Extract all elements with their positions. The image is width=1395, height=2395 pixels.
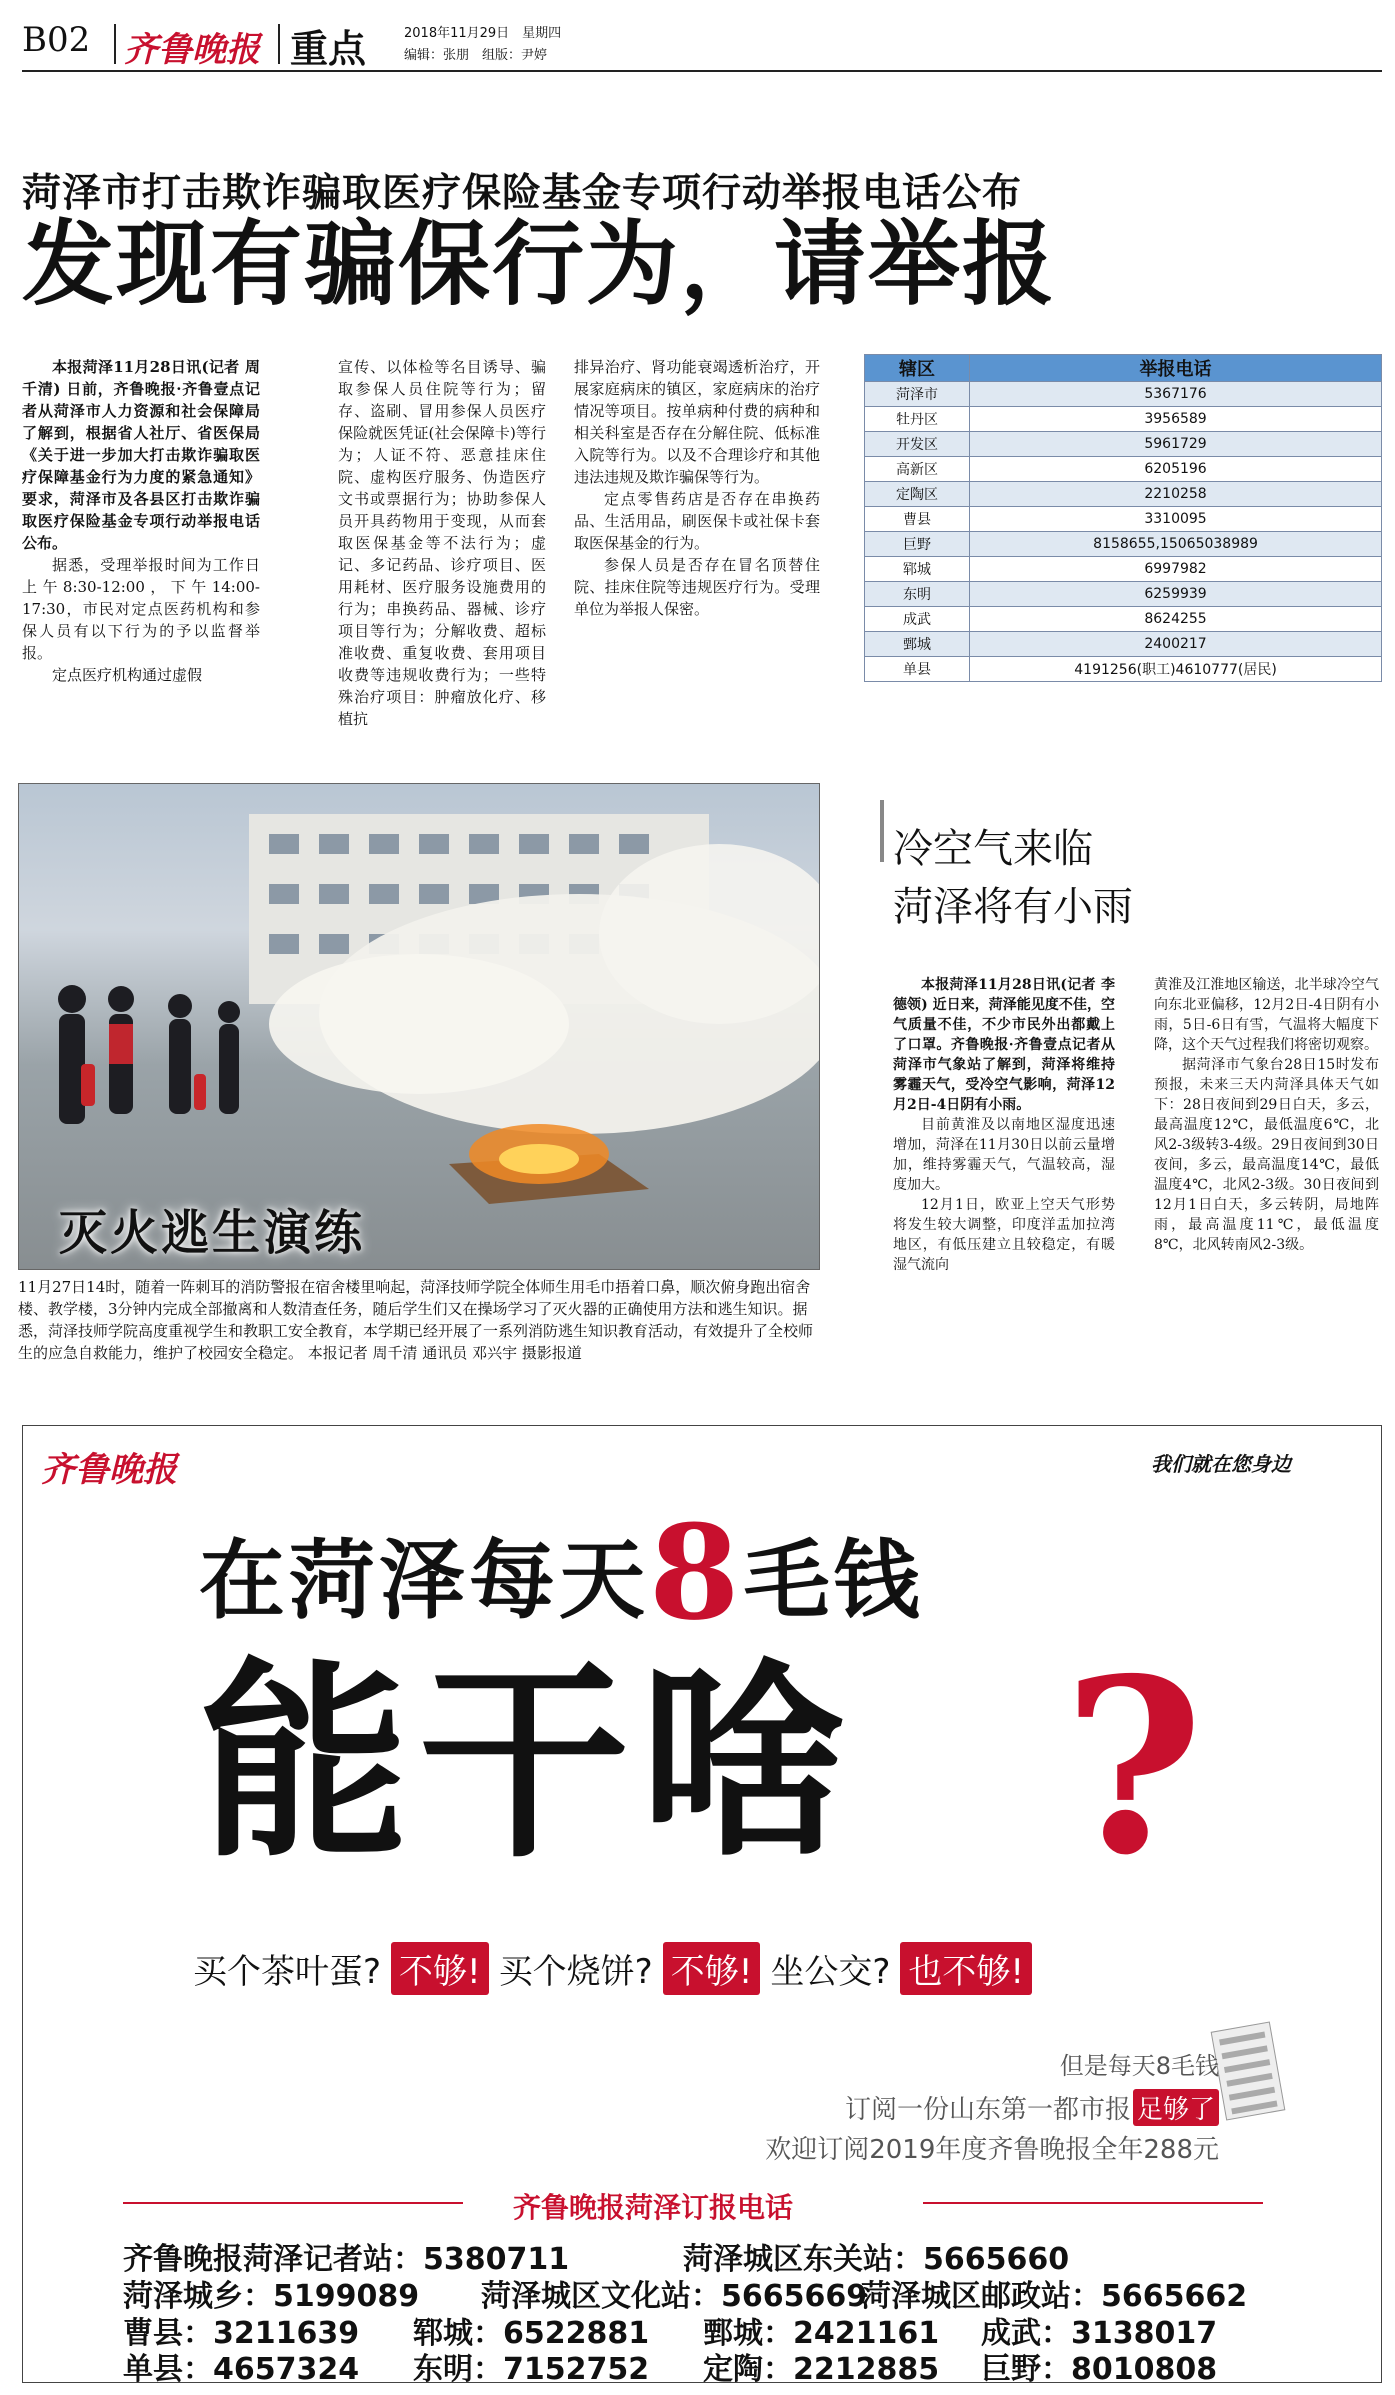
phone-cell: 8624255 bbox=[970, 607, 1382, 632]
photo-title: 灭火逃生演练 bbox=[59, 1205, 366, 1261]
article-column-3 bbox=[574, 356, 820, 620]
ad-slogan: 我们就在您身边 bbox=[1151, 1452, 1291, 1476]
ad-headline-line1 bbox=[199, 1496, 923, 1649]
weather-accent-bar bbox=[880, 800, 884, 862]
ad-item: 买个茶叶蛋? bbox=[193, 1952, 382, 1992]
ad-subscription-title bbox=[123, 2186, 1263, 2224]
brand-logo: 齐鲁晚报 bbox=[124, 30, 260, 70]
article-paragraph: 据悉，受理举报时间为工作日上午8:30-12:00，下午14:00-17:30，市民对定点医药机构和参保人员有以下行为的予以监督举报。 bbox=[22, 556, 260, 662]
article-kicker: 菏泽市打击欺诈骗取医疗保险基金专项行动举报电话公布 bbox=[22, 171, 1023, 216]
weather-title-line-1: 冷空气来临 bbox=[893, 826, 1093, 872]
weather-paragraph: 目前黄淮及以南地区湿度迅速增加，菏泽在11月30日以前云量增加，维持雾霾天气，气温较高，湿度加大。 bbox=[893, 1117, 1115, 1193]
phone-cell: 6997982 bbox=[970, 557, 1382, 582]
table-row bbox=[865, 507, 1382, 532]
table-row bbox=[865, 432, 1382, 457]
table-row bbox=[865, 632, 1382, 657]
table-row bbox=[865, 482, 1382, 507]
fire-drill-photo bbox=[18, 783, 820, 1270]
station-item: 菏泽城区邮政站：5665662 bbox=[861, 2279, 1248, 2314]
weather-column-2 bbox=[1154, 975, 1379, 1255]
phone-cell: 8158655,15065038989 bbox=[970, 532, 1382, 557]
district-cell: 定陶区 bbox=[865, 482, 970, 507]
ad-tagline bbox=[543, 2089, 1219, 2126]
station-item: 巨野：8010808 bbox=[981, 2352, 1218, 2387]
ad-tagline-text: 订阅一份山东第一都市报 bbox=[844, 2095, 1131, 2125]
weather-column-1 bbox=[893, 975, 1115, 1275]
station-item: 鄄城：2421161 bbox=[703, 2316, 940, 2351]
page-number: B02 bbox=[22, 20, 91, 60]
table-row bbox=[865, 657, 1382, 682]
article-column-2 bbox=[338, 356, 546, 730]
phone-cell: 2400217 bbox=[970, 632, 1382, 657]
table-row bbox=[865, 457, 1382, 482]
station-item: 定陶：2212885 bbox=[703, 2352, 940, 2387]
ad-tagline: 欢迎订阅2019年度齐鲁晚报全年288元 bbox=[765, 2135, 1219, 2165]
weather-paragraph: 据菏泽市气象台28日15时发布预报，未来三天内菏泽具体天气如下：28日夜间到29日白天，多云，最高温度12℃，最低温度6℃，北风2-3级转3-4级。29日夜间到30日夜间，多云，最高温度14℃，最低温度4℃，北风2-3级。30日夜间到12月1日白天，多云转阴，局地阵雨，最高温度11℃，最低温度8℃，北风转南风2-3级。 bbox=[1154, 1057, 1379, 1253]
district-cell: 曹县 bbox=[865, 507, 970, 532]
page-editors: 编辑：张朋 组版：尹婷 bbox=[404, 48, 548, 63]
column-header: 辖区 bbox=[865, 355, 970, 382]
divider bbox=[123, 2202, 463, 2204]
phone-cell: 5367176 bbox=[970, 382, 1382, 407]
column-header: 举报电话 bbox=[970, 355, 1382, 382]
district-cell: 东明 bbox=[865, 582, 970, 607]
table-row bbox=[865, 382, 1382, 407]
station-item: 菏泽城区文化站：5665669 bbox=[481, 2279, 868, 2314]
ad-comparison-row bbox=[193, 1942, 1042, 1995]
phone-cell: 3310095 bbox=[970, 507, 1382, 532]
district-cell: 牡丹区 bbox=[865, 407, 970, 432]
divider bbox=[278, 24, 280, 64]
weather-lead: 本报菏泽11月28日讯(记者 李德领) 近日来，菏泽能见度不佳，空气质量不佳，不少市民外出都戴上了口罩。齐鲁晚报·齐鲁壹点记者从菏泽市气象站了解到，菏泽将维持雾霾天气，受冷空气影响，菏泽12月2日-4日阴有小雨。 bbox=[893, 977, 1115, 1113]
district-cell: 鄄城 bbox=[865, 632, 970, 657]
district-cell: 单县 bbox=[865, 657, 970, 682]
subscription-advertisement bbox=[22, 1425, 1382, 2387]
report-phone-table bbox=[864, 354, 1382, 682]
divider bbox=[923, 2202, 1263, 2204]
ad-brand-logo: 齐鲁晚报 bbox=[41, 1450, 177, 1490]
ad-tagline: 但是每天8毛钱 bbox=[1059, 2052, 1219, 2080]
district-cell: 高新区 bbox=[865, 457, 970, 482]
photo-caption: 11月27日14时，随着一阵刺耳的消防警报在宿舍楼里响起，菏泽技师学院全体师生用毛巾捂着口鼻，顺次俯身跑出宿舍楼、教学楼，3分钟内完成全部撤离和人数清查任务，随后学生们又在操场学习了灭火器的正确使用方法和逃生知识。据悉，菏泽技师学院高度重视学生和教职工安全教育，本学期已经开展了一系列消防逃生知识教育活动，有效提升了全校师生的应急自救能力，维护了校园安全稳定。 本报记者 周千清 通讯员 邓兴宇 摄影报道 bbox=[18, 1278, 814, 1362]
article-paragraph: 定点零售药店是否存在串换药品、生活用品，刷医保卡或社保卡套取医保基金的行为。 bbox=[574, 490, 820, 552]
page-header bbox=[22, 14, 1382, 72]
page-date: 2018年11月29日 星期四 bbox=[404, 26, 562, 41]
district-cell: 郓城 bbox=[865, 557, 970, 582]
ad-headline-part: 在菏泽每天 bbox=[199, 1531, 649, 1631]
station-item: 菏泽城区东关站：5665660 bbox=[683, 2242, 1070, 2277]
ad-item: 坐公交? bbox=[770, 1952, 891, 1992]
article-headline: 发现有骗保行为，请举报 bbox=[22, 211, 1057, 318]
section-title: 重点 bbox=[290, 27, 367, 71]
phone-cell: 3956589 bbox=[970, 407, 1382, 432]
district-cell: 巨野 bbox=[865, 532, 970, 557]
table-row bbox=[865, 582, 1382, 607]
station-item: 东明：7152752 bbox=[413, 2352, 650, 2387]
phone-cell: 5961729 bbox=[970, 432, 1382, 457]
station-item: 齐鲁晚报菏泽记者站：5380711 bbox=[123, 2242, 570, 2277]
ad-big-question: 能干啥 bbox=[199, 1641, 860, 1886]
weather-headline bbox=[893, 820, 1133, 936]
weather-title-line-2: 菏泽将有小雨 bbox=[893, 884, 1133, 930]
table-header-row bbox=[865, 355, 1382, 382]
article-paragraph: 参保人员是否存在冒名顶替住院、挂床住院等违规医疗行为。受理单位为举报人保密。 bbox=[574, 556, 820, 618]
phone-cell: 6205196 bbox=[970, 457, 1382, 482]
ad-tag: 也不够! bbox=[900, 1942, 1032, 1995]
station-item: 菏泽城乡：5199089 bbox=[123, 2279, 420, 2314]
weather-paragraph: 黄淮及江淮地区输送，北半球冷空气向东北亚偏移，12月2日-4日阴有小雨，5日-6日有雪，气温将大幅度下降，这个天气过程我们将密切观察。 bbox=[1154, 977, 1379, 1053]
ad-tag: 不够! bbox=[663, 1942, 761, 1995]
table-row bbox=[865, 407, 1382, 432]
district-cell: 开发区 bbox=[865, 432, 970, 457]
article-lead: 本报菏泽11月28日讯(记者 周千清) 日前，齐鲁晚报·齐鲁壹点记者从菏泽市人力资源和社会保障局了解到，根据省人社厅、省医保局《关于进一步加大打击欺诈骗取医疗保障基金行为力度的紧急通知》要求，菏泽市及各县区打击欺诈骗取医疗保险基金专项行动举报电话公布。 bbox=[22, 358, 260, 552]
station-item: 单县：4657324 bbox=[123, 2352, 360, 2387]
ad-tag: 不够! bbox=[391, 1942, 489, 1995]
article-paragraph: 定点医疗机构通过虚假 bbox=[52, 666, 203, 684]
ad-subscription-label: 齐鲁晚报菏泽订报电话 bbox=[513, 2191, 794, 2224]
table-row bbox=[865, 557, 1382, 582]
divider bbox=[114, 24, 116, 64]
question-mark-icon: ? bbox=[1063, 1626, 1204, 1908]
ad-item: 买个烧饼? bbox=[498, 1952, 653, 1992]
station-item: 曹县：3211639 bbox=[123, 2316, 360, 2351]
district-cell: 菏泽市 bbox=[865, 382, 970, 407]
district-cell: 成武 bbox=[865, 607, 970, 632]
ad-headline-part: 毛钱 bbox=[743, 1531, 924, 1631]
table-row bbox=[865, 532, 1382, 557]
weather-paragraph: 12月1日，欧亚上空天气形势将发生较大调整，印度洋盂加拉湾地区，有低压建立且较稳定，有暖湿气流向 bbox=[893, 1197, 1115, 1273]
table-row bbox=[865, 607, 1382, 632]
article-paragraph: 排异治疗、肾功能衰竭透析治疗，开展家庭病床的镇区，家庭病床的治疗情况等项目。按单病种付费的病种和相关科室是否存在分解住院、低标准入院等行为。以及不合理诊疗和其他违法违规及欺诈骗保等行为。 bbox=[574, 358, 820, 486]
station-item: 成武：3138017 bbox=[981, 2316, 1218, 2351]
station-item: 郓城：6522881 bbox=[413, 2316, 650, 2351]
phone-cell: 4191256(职工)4610777(居民) bbox=[970, 657, 1382, 682]
article-column-1 bbox=[22, 356, 260, 686]
ad-tag: 足够了 bbox=[1133, 2089, 1219, 2126]
article-paragraph: 宣传、以体检等名目诱导、骗取参保人员住院等行为；留存、盗刷、冒用参保人员医疗保险就医凭证(社会保障卡)等行为；人证不符、恶意挂床住院、虚构医疗服务、伪造医疗文书或票据行为；协助参保人员开具药物用于变现，从而套取医保基金等不法行为；虚记、多记药品、诊疗项目、医用耗材、医疗服务设施费用的行为；串换药品、器械、诊疗项目等行为；分解收费、超标准收费、重复收费、套用项目收费等违规收费行为；一些特殊治疗项目：肿瘤放化疗、移植抗 bbox=[338, 358, 546, 728]
phone-cell: 6259939 bbox=[970, 582, 1382, 607]
ad-headline-number: 8 bbox=[649, 1496, 744, 1649]
newspaper-icon bbox=[1211, 2021, 1286, 2120]
phone-cell: 2210258 bbox=[970, 482, 1382, 507]
